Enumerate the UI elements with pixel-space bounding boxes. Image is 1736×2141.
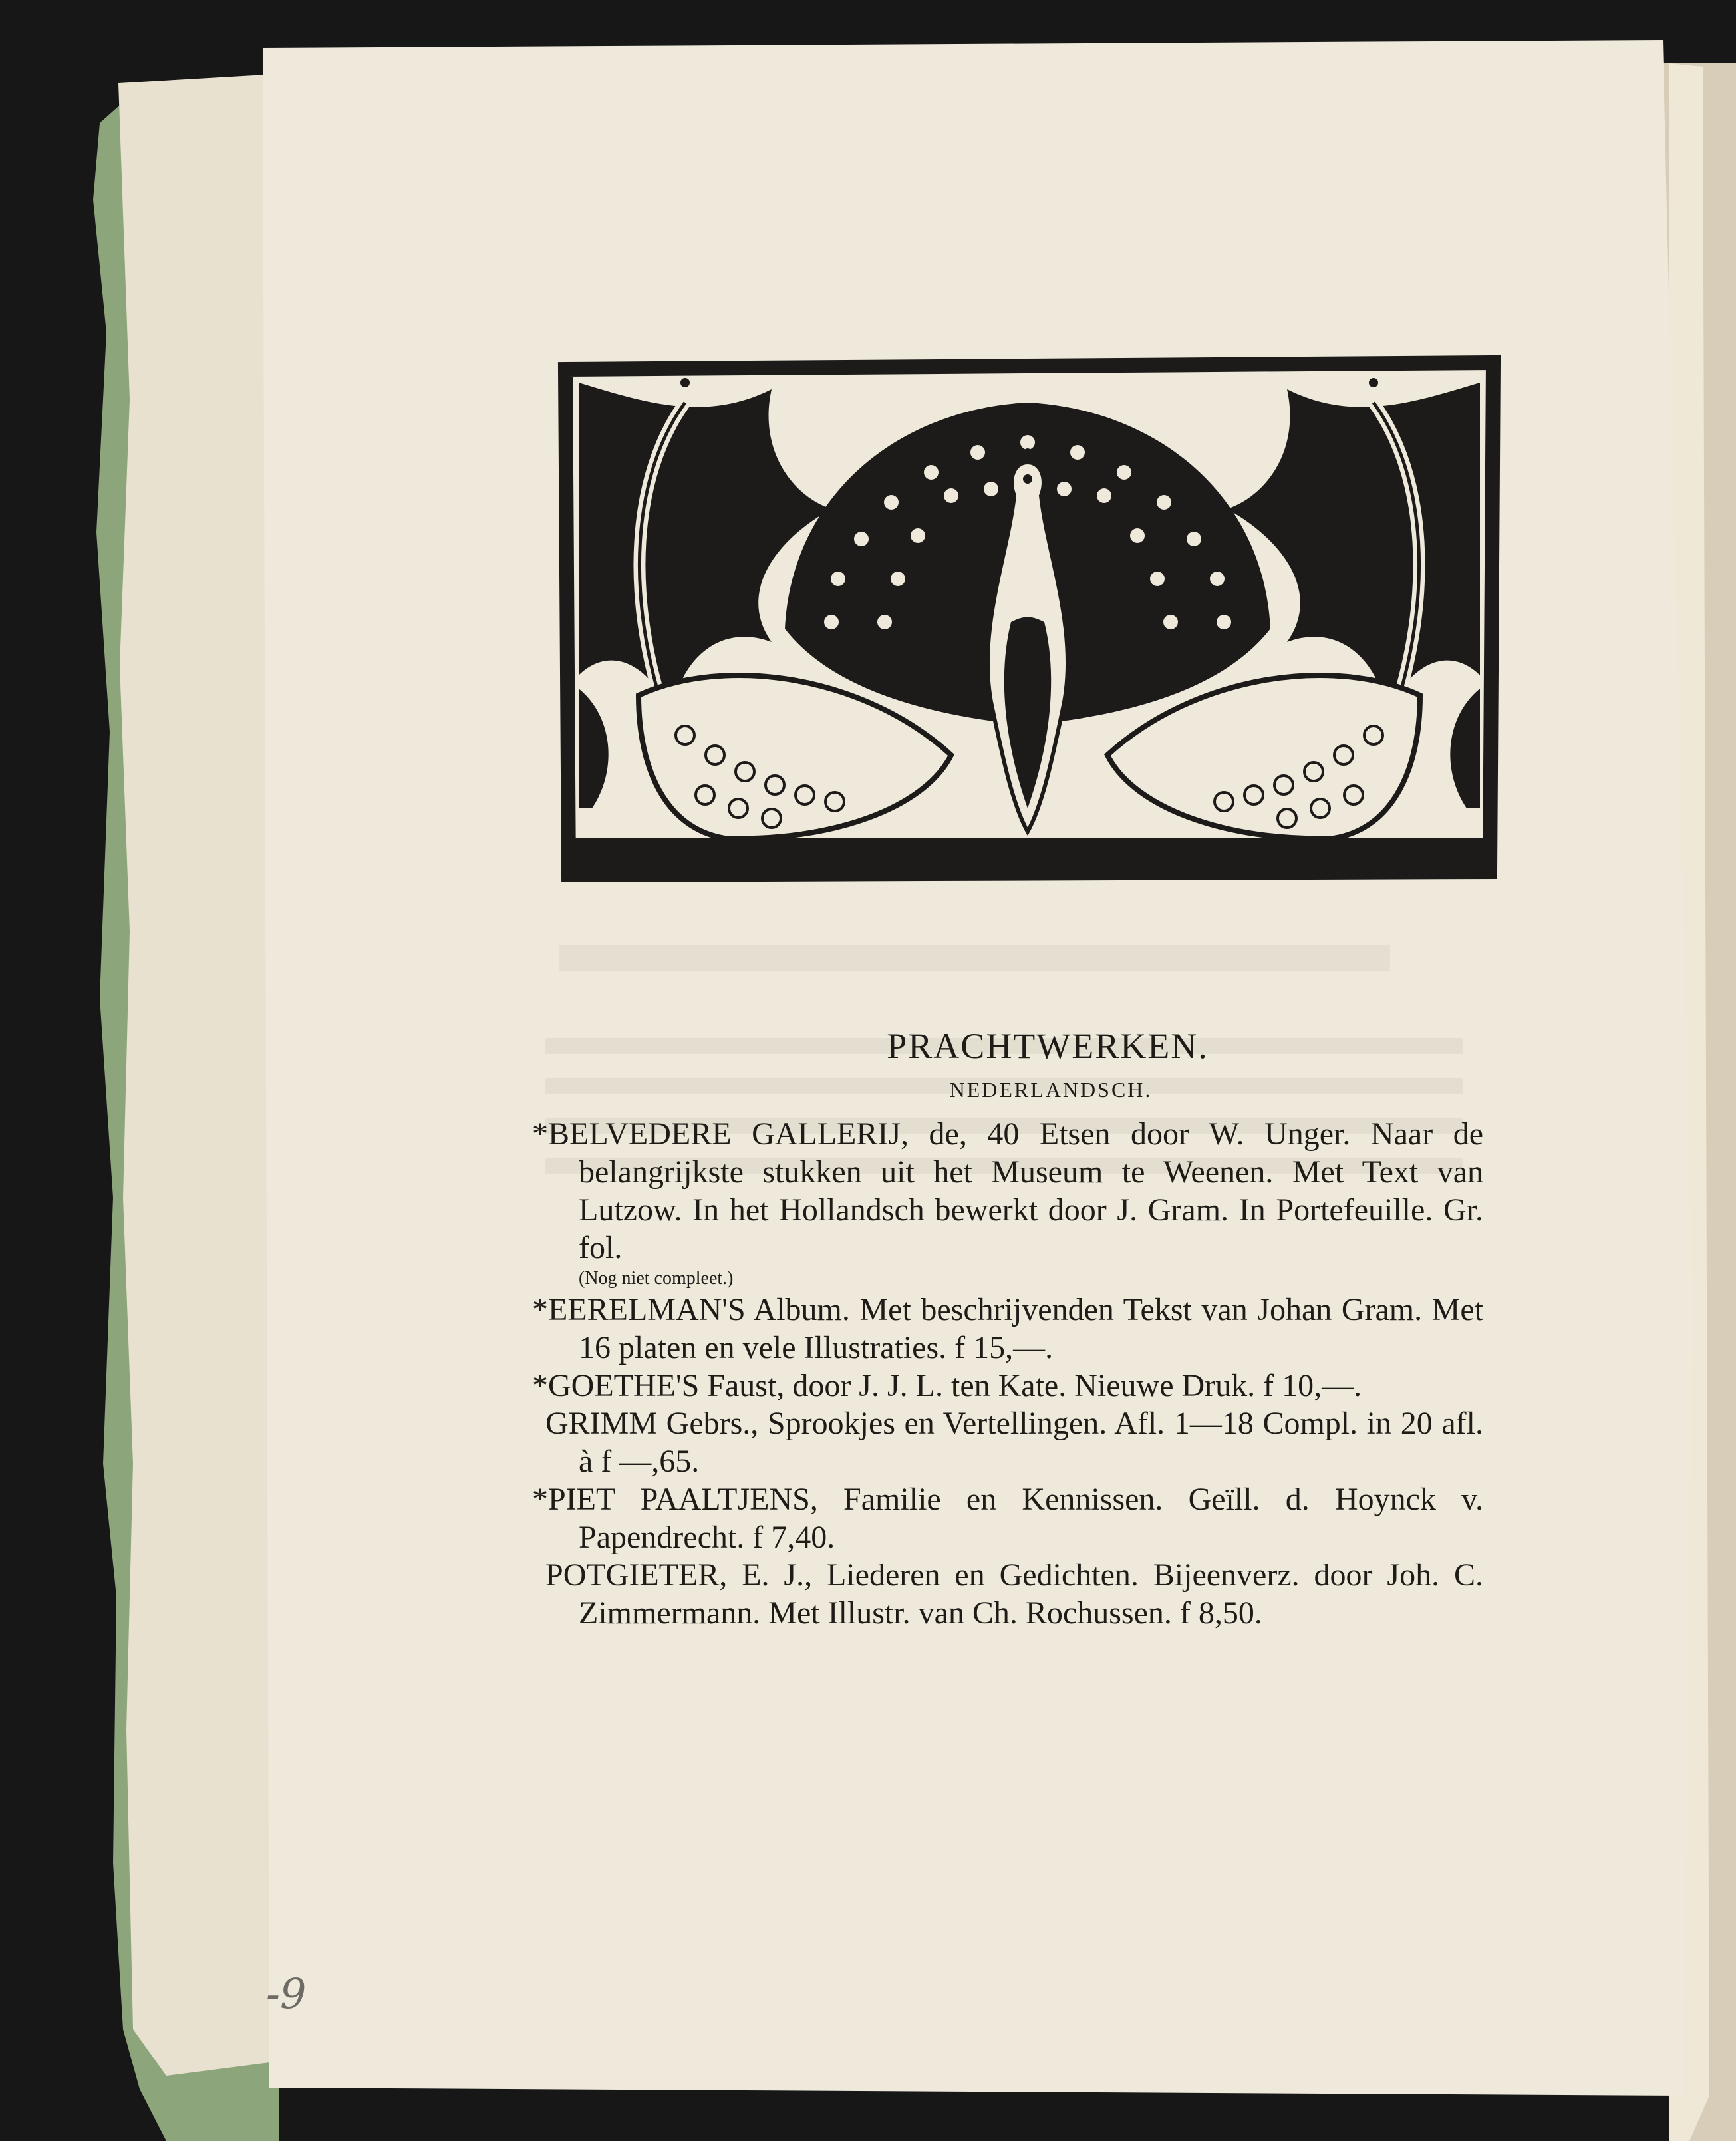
catalogue-entry — [532, 1556, 1483, 1632]
entry-text: POTGIETER, E. J., Liederen en Gedichten. Bijeenverz. door Joh. C. Zimmermann. Met Illustr. van Ch. Rochussen. f 8,50. — [545, 1558, 1483, 1631]
catalogue-entry — [532, 1115, 1483, 1289]
entry-note: (Nog niet compleet.) — [579, 1268, 734, 1289]
entry-text: *PIET PAALTJENS, Familie en Kennissen. Geïll. d. Hoynck v. Papendrecht. f 7,40. — [532, 1482, 1483, 1555]
catalogue-entry — [532, 1480, 1483, 1556]
section-subtitle: NEDERLANDSCH. — [949, 1078, 1153, 1102]
back-page — [118, 75, 269, 2076]
entry-text: *GOETHE'S Faust, door J. J. L. ten Kate. Nieuwe Druk. f 10,—. — [532, 1368, 1362, 1403]
catalogue-entry — [532, 1291, 1483, 1367]
catalogue-entry — [532, 1367, 1483, 1404]
entry-text: *EERELMAN'S Album. Met beschrijvenden Tekst van Johan Gram. Met 16 platen en vele Illustraties. f 15,—. — [532, 1292, 1483, 1365]
entry-text: GRIMM Gebrs., Sprookjes en Vertellingen. Afl. 1—18 Compl. in 20 afl. à f —,65. — [545, 1406, 1483, 1479]
catalogue-text-column — [532, 1025, 1483, 1632]
pencil-page-mark: -9 — [266, 1969, 307, 2018]
peacock-woodcut-illustration — [552, 343, 1503, 885]
entry-text: *BELVEDERE GALLERIJ, de, 40 Etsen door W. Unger. Naar de belangrijkste stukken uit het Museum te Weenen. Met Text van Lutzow. In het Hollandsch bewerkt door J. Gram. In Portefeuille. Gr. fol. — [532, 1116, 1483, 1265]
catalogue-entry — [532, 1404, 1483, 1480]
section-title: PRACHTWERKEN. — [887, 1026, 1209, 1066]
